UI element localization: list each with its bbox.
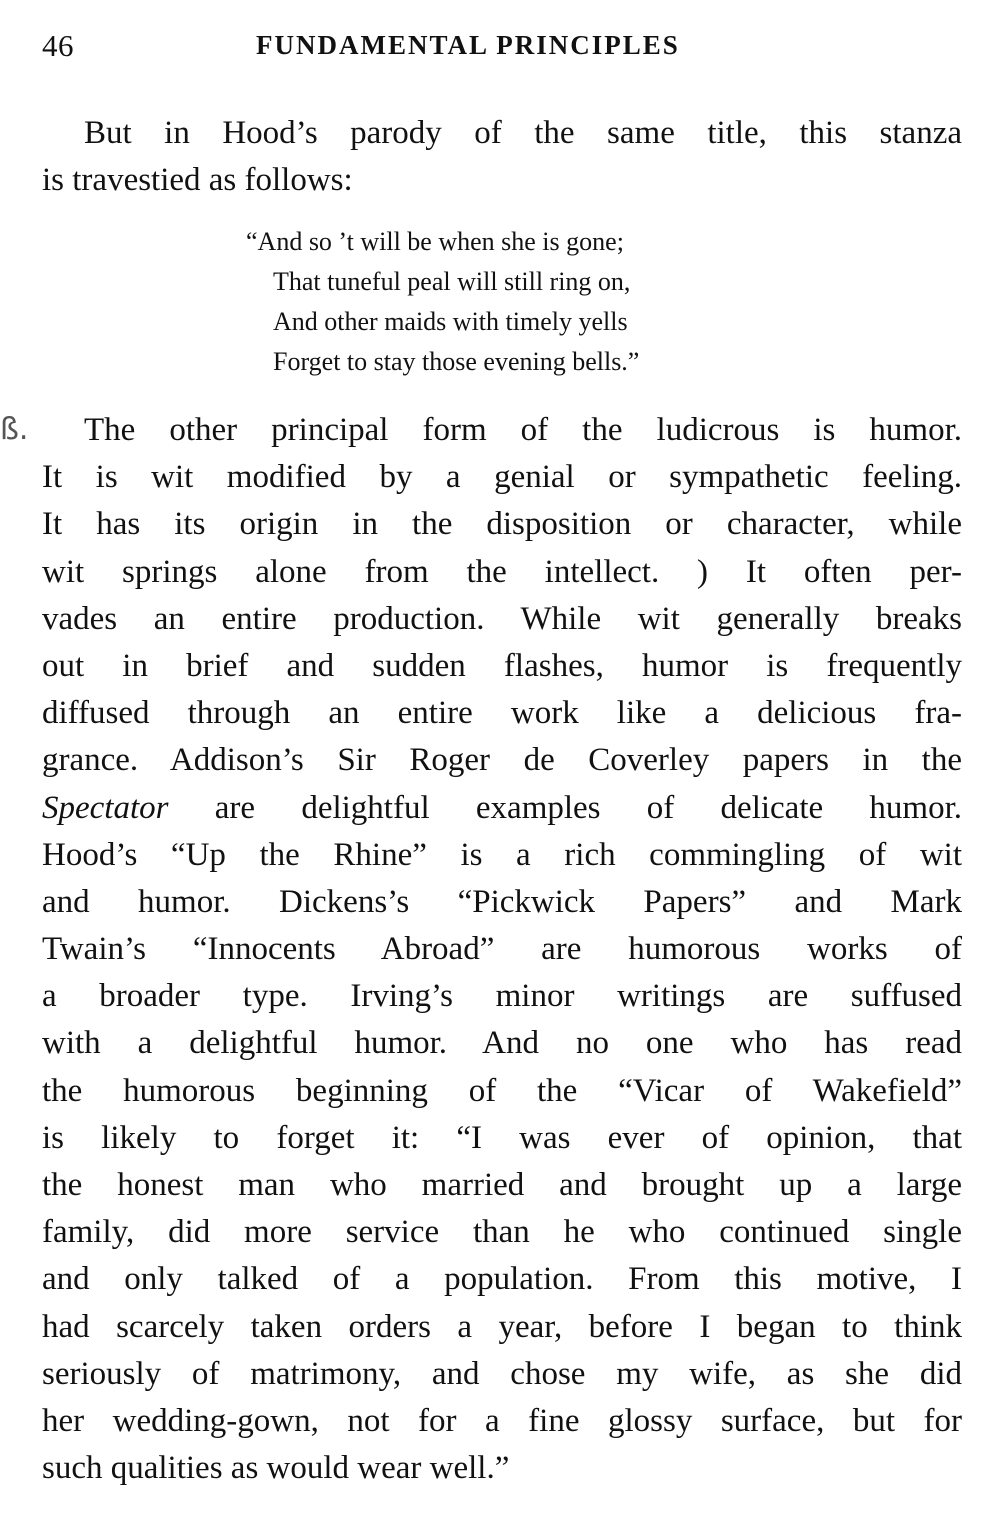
text-line: wit springs alone from the intellect. ) It often per-: [42, 553, 962, 590]
text-line: Hood’s “Up the Rhine” is a rich commingling of wit: [42, 836, 962, 873]
text-line: a broader type. Irving’s minor writings are suffused: [42, 978, 962, 1015]
text-line: such qualities as would wear well.”: [42, 1450, 510, 1487]
verse-quotation: [246, 222, 639, 382]
verse-line: “And so ’t will be when she is gone;: [246, 227, 624, 256]
text-line: is travestied as follows:: [42, 162, 353, 199]
handwritten-margin-note: ß.: [0, 412, 29, 447]
text-line-rest: are delightful examples of delicate humor.: [214, 789, 963, 826]
text-line: The other principal form of the ludicrous is humor.: [84, 412, 962, 448]
text-line: the humorous beginning of the “Vicar of Wakefield”: [42, 1072, 962, 1109]
text-line: her wedding-gown, not for a fine glossy surface, but for: [42, 1402, 962, 1439]
text-line-spectator: [42, 785, 962, 832]
text-line: the honest man who married and brought up a large: [42, 1167, 962, 1203]
text-line: seriously of matrimony, and chose my wife, as she did: [42, 1355, 962, 1392]
page-header: [42, 28, 962, 72]
verse-line: That tuneful peal will still ring on,: [273, 267, 631, 296]
intro-paragraph: [42, 110, 962, 204]
page-number: 46: [42, 28, 74, 63]
verse-line: And other maids with timely yells: [273, 307, 628, 336]
text-line: and humor. Dickens’s “Pickwick Papers” and Mark: [42, 883, 962, 920]
text-line: It has its origin in the disposition or character, while: [42, 506, 962, 543]
text-line: diffused through an entire work like a delicious fra-: [42, 695, 962, 732]
humor-paragraph: [42, 407, 962, 1492]
running-head: FUNDAMENTAL PRINCIPLES: [256, 30, 680, 60]
text-line: with a delightful humor. And no one who has read: [42, 1025, 962, 1062]
italic-title: Spectator: [42, 789, 169, 826]
text-line: family, did more service than he who continued single: [42, 1214, 962, 1251]
text-line: out in brief and sudden flashes, humor is frequently: [42, 647, 962, 684]
text-line: had scarcely taken orders a year, before I began to think: [42, 1308, 962, 1345]
verse-line: Forget to stay those evening bells.”: [273, 347, 640, 376]
text-line: Twain’s “Innocents Abroad” are humorous works of: [42, 931, 962, 968]
text-line: But in Hood’s parody of the same title, this stanza: [84, 115, 962, 151]
text-line: and only talked of a population. From this motive, I: [42, 1261, 962, 1298]
text-line: is likely to forget it: “I was ever of opinion, that: [42, 1119, 962, 1156]
text-line: It is wit modified by a genial or sympathetic feeling.: [42, 459, 962, 496]
text-line: vades an entire production. While wit generally breaks: [42, 600, 962, 637]
text-line: grance. Addison’s Sir Roger de Coverley papers in the: [42, 742, 962, 779]
